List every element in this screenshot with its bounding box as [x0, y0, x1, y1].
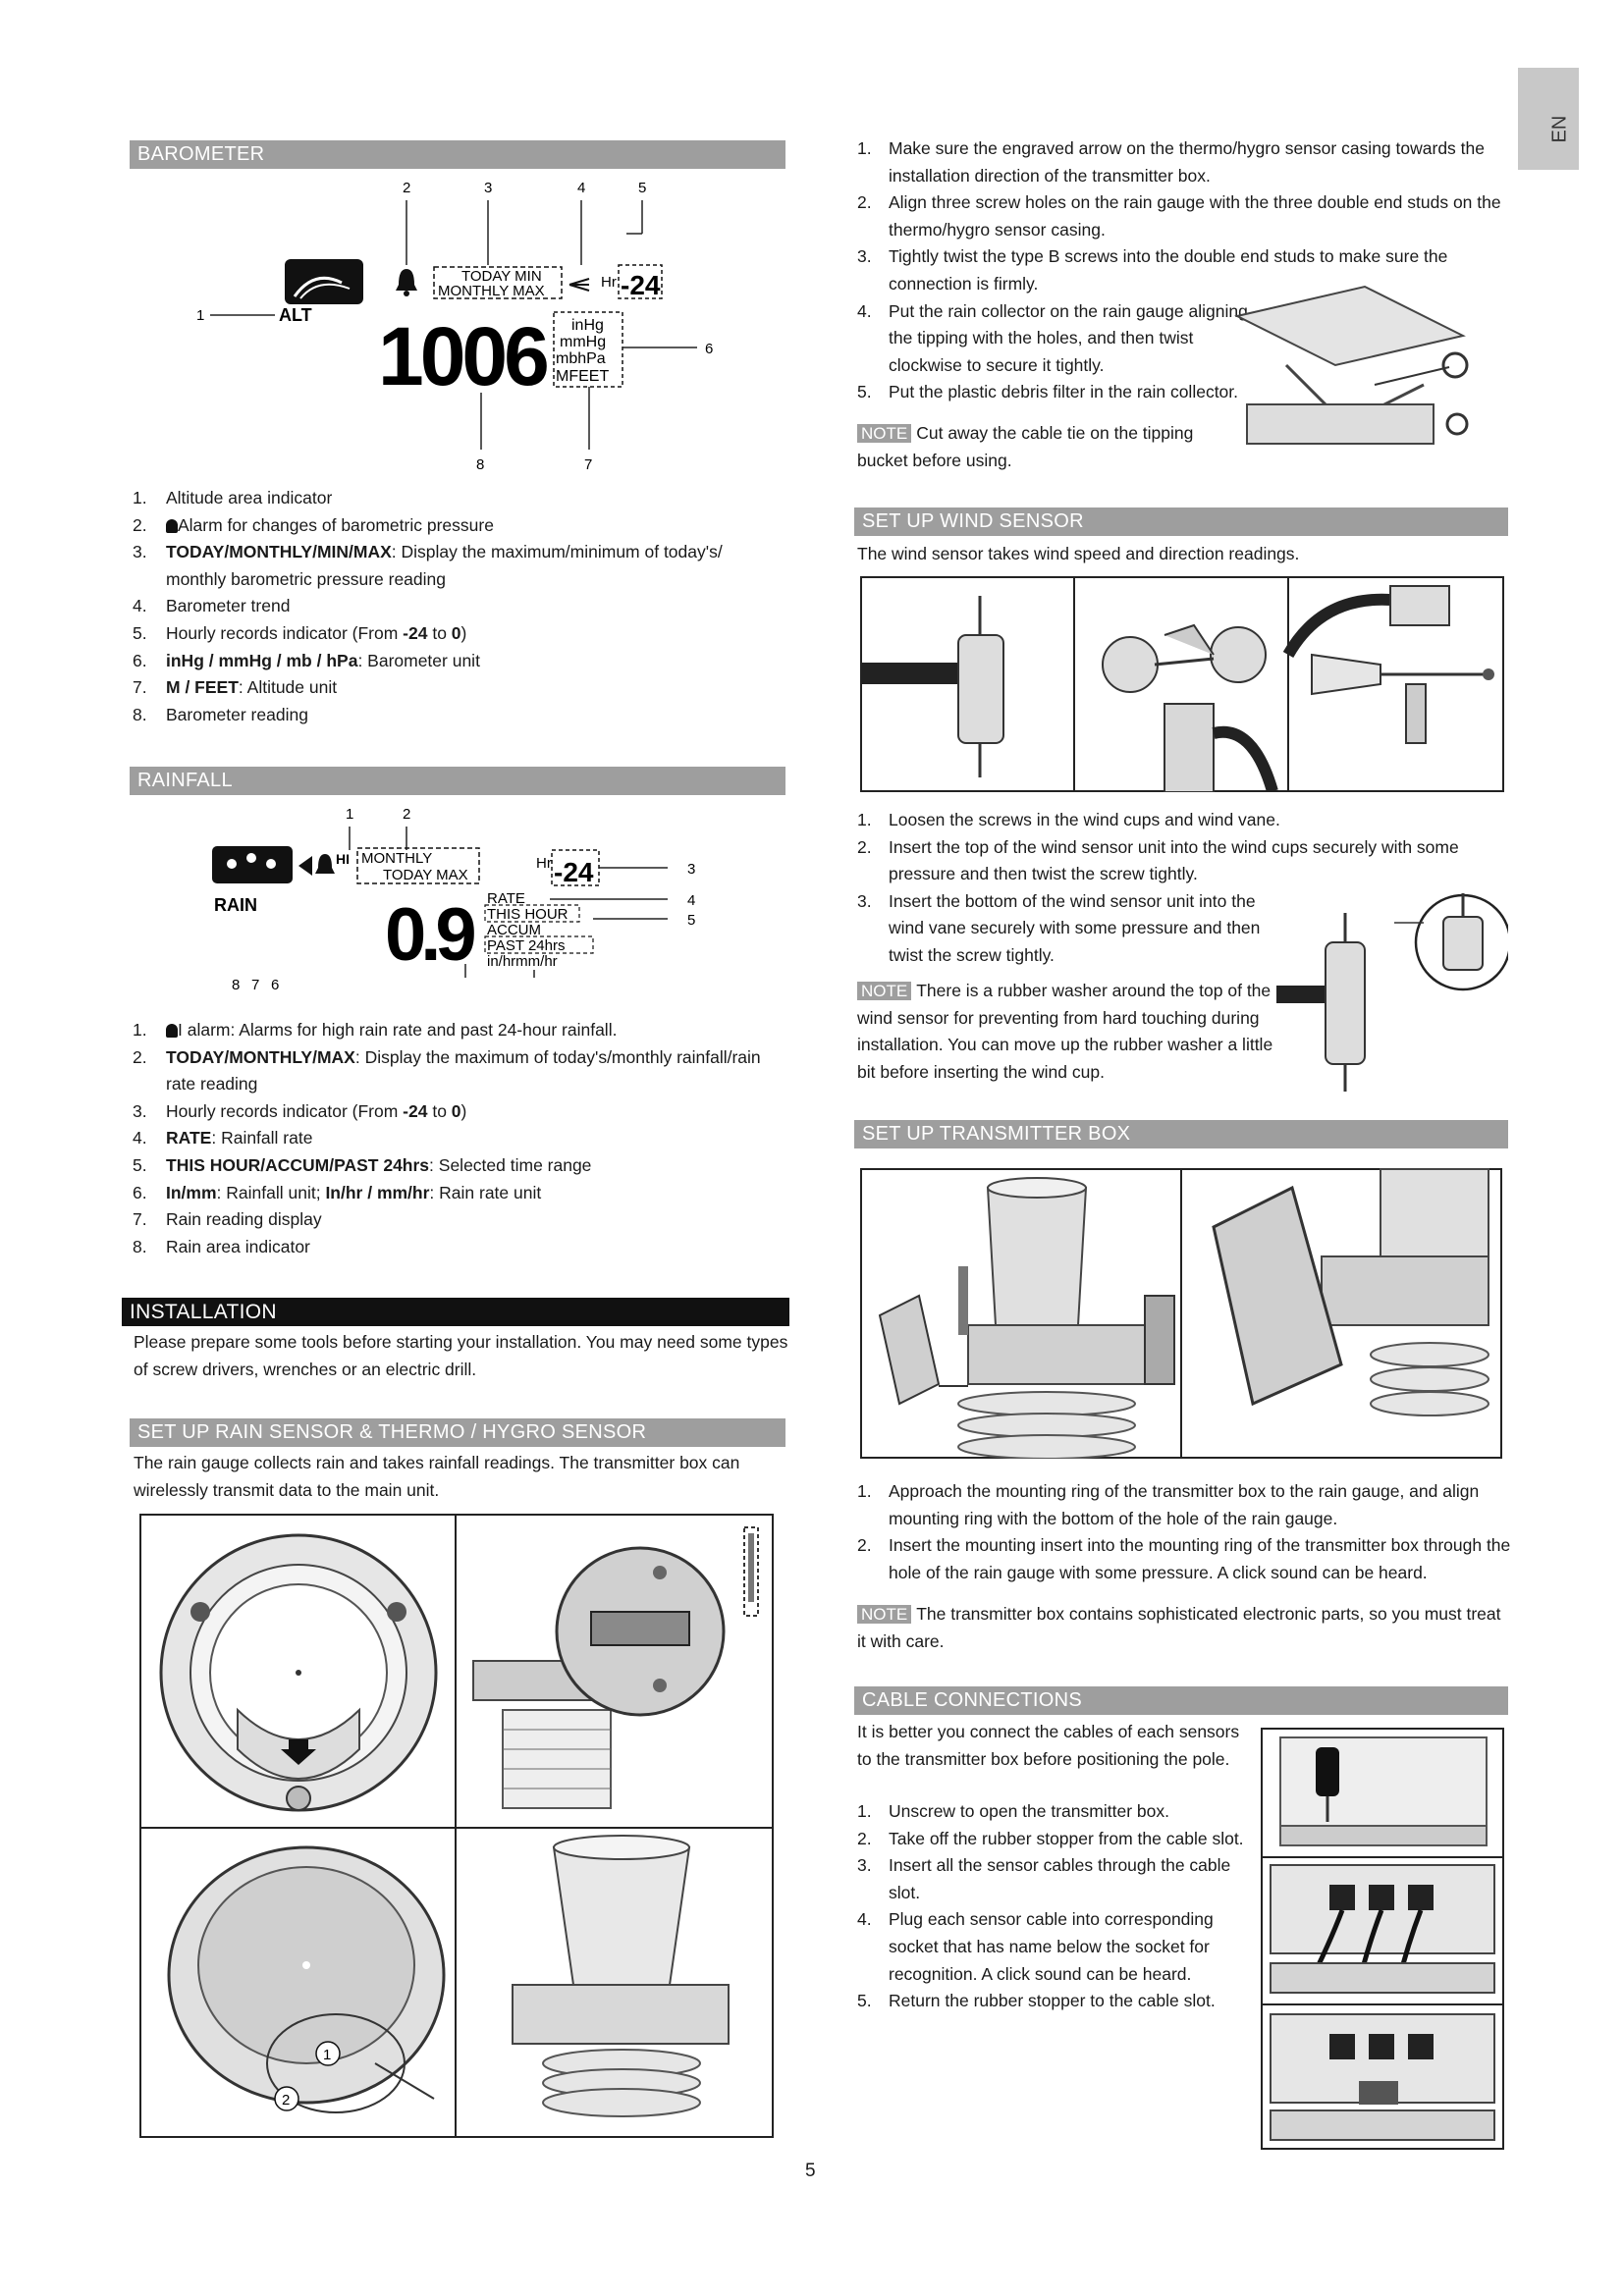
list-item: 5. Return the rubber stopper to the cable slot. — [857, 1991, 1216, 2011]
list-item: 2. Take off the rubber stopper from the cable slot. — [857, 1828, 1244, 1848]
cable-connections-figure — [1261, 1728, 1504, 2150]
list-item: 2. Align three screw holes on the rain gauge with the three double end studs on the thermo/hygro sensor casing. — [857, 192, 1501, 240]
lcd-hr-value: -24 — [554, 857, 594, 887]
cables-text: It is better you connect the cables of each sensors to the transmitter box before positioning the pole. — [857, 1722, 1240, 1769]
list-item: 1. Approach the mounting ring of the transmitter box to the rain gauge, and align mounting ring with the bottom of the hole of the rain gauge. — [857, 1481, 1480, 1528]
rain-collector-figure — [1227, 277, 1473, 457]
svg-text:1: 1 — [323, 2047, 332, 2063]
range-rate: RATE — [487, 890, 525, 907]
rain-label: RAIN — [214, 895, 257, 915]
note-badge: NOTE — [857, 424, 911, 443]
list-item: 3. Hourly records indicator (From -24 to 0) — [133, 1100, 467, 1121]
list-item: 8. Rain area indicator — [133, 1236, 310, 1256]
rain-drops-icon — [212, 846, 293, 883]
list-item: 3. TODAY/MONTHLY/MIN/MAX: Display the maximum/minimum of today's/ monthly barometric pressure reading — [133, 542, 723, 589]
callout-7: 7 — [251, 977, 260, 993]
rain-sensor-heading: SET UP RAIN SENSOR & THERMO / HYGRO SENSOR — [130, 1418, 785, 1447]
list-item: 5. Hourly records indicator (From -24 to 0) — [133, 622, 467, 643]
rainfall-lcd-diagram — [196, 803, 746, 999]
language-tab — [1518, 68, 1579, 170]
note-tipping-text: Cut away the cable tie on the tipping bucket before using. — [857, 423, 1194, 470]
wind-sensor-figure — [860, 576, 1504, 792]
barometer-heading: BAROMETER — [130, 140, 785, 169]
note-tipping — [857, 420, 1220, 474]
lcd-monthly: MONTHLY — [361, 850, 433, 867]
callout-2: 2 — [403, 180, 411, 196]
note-wind-text: There is a rubber washer around the top of the wind sensor for preventing from hard touching during installation. You can move up the rubber washer a little bit before inserting the wind cup. — [857, 981, 1273, 1082]
lcd-today-min: TODAY MIN — [461, 268, 542, 285]
svg-text:2: 2 — [282, 2092, 291, 2109]
list-item: 5. THIS HOUR/ACCUM/PAST 24hrs: Selected time range — [133, 1154, 592, 1175]
list-item: 1. Make sure the engraved arrow on the thermo/hygro sensor casing towards the installation direction of the transmitter box. — [857, 138, 1485, 186]
transmitter-steps — [857, 1478, 1515, 1586]
range-this-hour: THIS HOUR — [487, 906, 568, 923]
list-item: 5. Put the plastic debris filter in the rain collector. — [857, 382, 1239, 402]
lcd-hi: HI — [336, 851, 350, 867]
range-past-24: PAST 24hrs — [487, 937, 566, 954]
callout-6: 6 — [705, 341, 714, 357]
callout-4: 4 — [577, 180, 586, 196]
barometer-list — [133, 485, 785, 728]
list-item: 2. TODAY/MONTHLY/MAX: Display the maximum of today's/monthly rainfall/rain rate reading — [133, 1046, 761, 1095]
note-badge: NOTE — [857, 1605, 911, 1624]
language-tab-label: EN — [1548, 115, 1571, 143]
callout-3: 3 — [687, 861, 696, 878]
callout-5: 5 — [687, 912, 696, 929]
lcd-today-max: TODAY MAX — [383, 867, 468, 883]
cable-steps — [857, 1798, 1262, 2015]
list-item: 2. Insert the top of the wind sensor unit into the wind cups securely with some pressure and then twist the screw tightly. — [857, 836, 1459, 884]
rainfall-list — [133, 1017, 785, 1260]
callout-1: 1 — [346, 806, 354, 823]
list-item: 1. I alarm: Alarms for high rain rate and past 24-hour rainfall. — [133, 1020, 618, 1040]
callout-2: 2 — [403, 806, 411, 823]
unit-inhg: inHg — [571, 317, 604, 334]
bell-icon — [315, 854, 335, 874]
transmitter-figure — [860, 1168, 1502, 1459]
range-accum: ACCUM — [487, 922, 541, 938]
list-item: 1. Altitude area indicator — [133, 488, 333, 507]
callout-8: 8 — [476, 456, 485, 473]
bell-icon — [396, 269, 417, 291]
rain-sensor-figure — [139, 1514, 774, 2138]
unit-mmhg: mmHg — [560, 334, 607, 350]
installation-text: Please prepare some tools before starting your installation. You may need some types of screw drivers, wrenches or an electric drill. — [134, 1332, 788, 1379]
list-item: 8. Barometer reading — [133, 704, 308, 724]
unit-mfeet: MFEET — [556, 368, 610, 385]
note-transmitter — [857, 1601, 1509, 1655]
list-item: 4. RATE: Rainfall rate — [133, 1128, 313, 1148]
trend-arrow-icon — [569, 279, 589, 291]
list-item: 2. Alarm for changes of barometric pressure — [133, 514, 494, 535]
list-item: 4. Put the rain collector on the rain gauge aligning the tipping with the holes, and then twist clockwise to secure it tightly. — [857, 300, 1248, 375]
left-arrow-icon — [298, 856, 312, 876]
cables-heading: CABLE CONNECTIONS — [854, 1686, 1508, 1715]
installation-heading: INSTALLATION — [122, 1298, 789, 1326]
callout-3: 3 — [484, 180, 493, 196]
callout-5: 5 — [638, 180, 647, 196]
transmitter-heading: SET UP TRANSMITTER BOX — [854, 1120, 1508, 1148]
list-item: 3. Insert the bottom of the wind sensor unit into the wind vane securely with some pressure and then twist the screw tightly. — [857, 890, 1261, 965]
callout-1: 1 — [196, 307, 205, 324]
rain-unit: in/hrmm/hr — [487, 953, 558, 970]
wind-heading: SET UP WIND SENSOR — [854, 507, 1508, 536]
bell-icon — [166, 519, 178, 533]
rain-reading: 0.9 — [385, 893, 471, 977]
barometer-lcd-diagram — [177, 175, 746, 479]
lcd-hr: Hr — [536, 855, 552, 872]
list-item: 7. M / FEET: Altitude unit — [133, 677, 338, 698]
list-item: 6. In/mm: Rainfall unit; In/hr / mm/hr: Rain rate unit — [133, 1182, 542, 1202]
list-item: 6. inHg / mmHg / mb / hPa: Barometer unit — [133, 650, 480, 670]
page-number: 5 — [805, 2161, 816, 2181]
note-wind — [857, 978, 1279, 1086]
rainfall-heading: RAINFALL — [130, 767, 785, 795]
note-badge: NOTE — [857, 982, 911, 1000]
list-item: 4. Barometer trend — [133, 596, 291, 616]
list-item: 4. Plug each sensor cable into corresponding socket that has name below the socket for recognition. A click sound can be heard. — [857, 1909, 1214, 1984]
altitude-icon — [285, 259, 363, 304]
barometer-reading: 1006 — [378, 310, 546, 402]
rain-sensor-text: The rain gauge collects rain and takes rainfall readings. The transmitter box can wirelessly transmit data to the main unit. — [134, 1453, 740, 1500]
wind-text: The wind sensor takes wind speed and direction readings. — [857, 544, 1300, 563]
list-item: 1. Loosen the screws in the wind cups and wind vane. — [857, 810, 1280, 829]
callout-6: 6 — [271, 977, 280, 993]
callout-4: 4 — [687, 892, 696, 909]
note-transmitter-text: The transmitter box contains sophisticated electronic parts, so you must treat it with care. — [857, 1604, 1501, 1651]
lcd-hr: Hr — [601, 274, 617, 291]
lcd-hr-value: -24 — [621, 270, 661, 300]
list-item: 1. Unscrew to open the transmitter box. — [857, 1801, 1169, 1821]
list-item: 3. Tightly twist the type B screws into the double end studs to make sure the connection is firmly. — [857, 246, 1448, 294]
wind-washer-figure — [1276, 883, 1508, 1095]
callout-8: 8 — [232, 977, 241, 993]
unit-mbhpa: mbhPa — [556, 350, 606, 367]
bell-icon — [166, 1024, 178, 1038]
list-item: 7. Rain reading display — [133, 1209, 322, 1230]
list-item: 3. Insert all the sensor cables through the cable slot. — [857, 1855, 1231, 1902]
alt-label: ALT — [279, 305, 312, 325]
lcd-monthly-max: MONTHLY MAX — [438, 283, 545, 299]
list-item: 2. Insert the mounting insert into the mounting ring of the transmitter box through the hole of the rain gauge with some pressure. A click sound can be heard. — [857, 1535, 1511, 1582]
callout-7: 7 — [584, 456, 593, 473]
